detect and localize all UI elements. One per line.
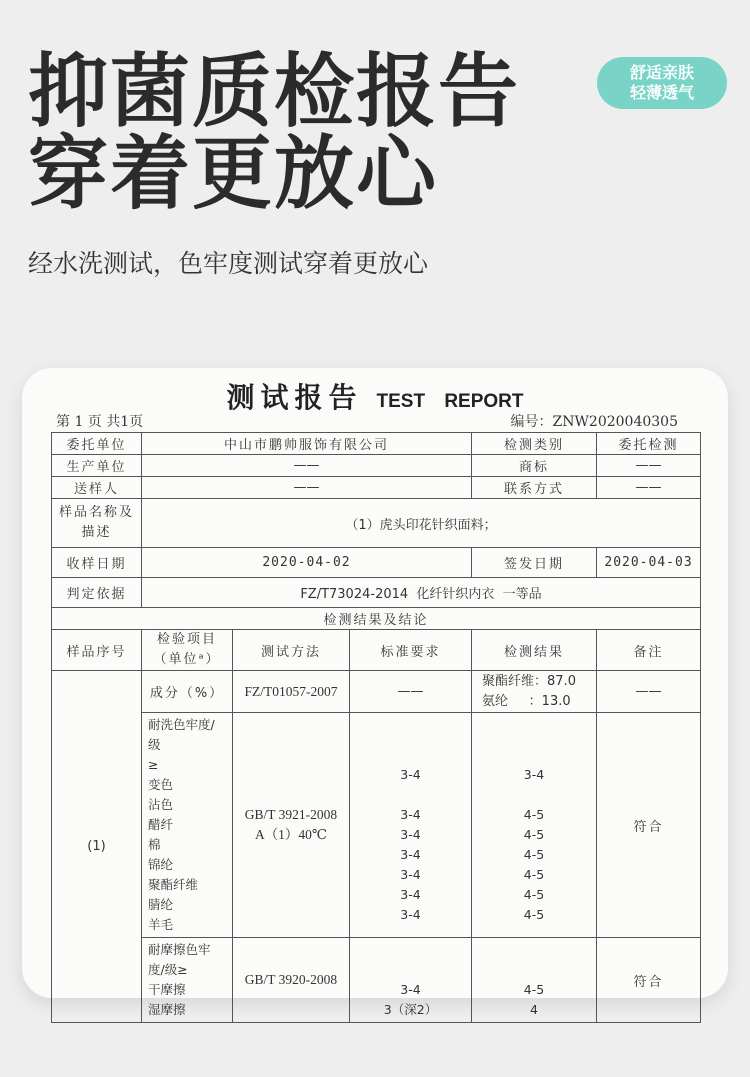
rub-standard-value	[356, 940, 465, 960]
badge-line-2: 轻薄透气	[629, 83, 694, 102]
table-row	[52, 938, 701, 1023]
producer-label: 生产单位	[52, 455, 142, 477]
col-sample-no: 样品序号	[52, 630, 142, 671]
rub-standard	[350, 938, 472, 1023]
section-title: 检测结果及结论	[52, 608, 701, 630]
composition-result-line-2: 氨纶 ：13.0	[482, 693, 571, 709]
wash-method-line-2: A（1）40℃	[254, 827, 328, 842]
report-serial: 编号：ZNW2020040305	[510, 414, 678, 430]
table-row	[52, 713, 701, 938]
sender-label: 送样人	[52, 477, 142, 499]
wash-item: 耐洗色牢度/级	[148, 717, 215, 752]
wash-result-value: 4-5	[523, 867, 545, 882]
col-remark: 备注	[597, 630, 701, 671]
wash-item: 棉	[148, 837, 161, 852]
table-row	[52, 499, 701, 548]
col-standard: 标准要求	[350, 630, 472, 671]
composition-item: 成分（%）	[142, 671, 233, 713]
wash-item: 锦纶	[148, 857, 174, 872]
sample-value: （1）虎头印花针织面料；	[142, 499, 701, 548]
table-row	[52, 608, 701, 630]
rub-standard-value	[356, 960, 465, 980]
wash-result-value: 4-5	[523, 807, 545, 822]
rub-item: 干摩擦	[148, 982, 186, 997]
rub-item: 度/级≥	[148, 962, 188, 977]
trademark-label: 商标	[472, 455, 597, 477]
report-title-en: TEST REPORT	[376, 391, 524, 412]
client-value: 中山市鹏帅服饰有限公司	[142, 433, 472, 455]
composition-standard: ——	[350, 671, 472, 713]
producer-value: ——	[142, 455, 472, 477]
rub-result-value	[478, 940, 590, 960]
rub-result-value: 4-5	[523, 982, 545, 997]
wash-result-value	[478, 745, 590, 765]
client-label: 委托单位	[52, 433, 142, 455]
subtitle: 经水洗测试，色牢度测试穿着更放心	[28, 249, 429, 278]
wash-items	[142, 713, 233, 938]
rub-remark: 符合	[597, 938, 701, 1023]
rub-standard-value: 3（深2）	[383, 1002, 438, 1017]
composition-remark: ——	[597, 671, 701, 713]
composition-result-line-1: 聚酯纤维：87.0	[482, 673, 576, 689]
sample-no-value: (1)	[52, 671, 142, 1023]
rub-item: 湿摩擦	[148, 1002, 186, 1017]
headline	[28, 45, 520, 220]
wash-item: 沾色	[148, 797, 174, 812]
test-report-card	[22, 368, 728, 1017]
col-method: 测试方法	[233, 630, 350, 671]
receive-date-label: 收样日期	[52, 548, 142, 578]
wash-standard-value	[356, 725, 465, 745]
contact-value: ——	[597, 477, 701, 499]
test-type-value: 委托检测	[597, 433, 701, 455]
composition-method: FZ/T01057-2007	[233, 671, 350, 713]
wash-method-line-1: GB/T 3921-2008	[244, 807, 338, 822]
col-result: 检测结果	[472, 630, 597, 671]
wash-result-value: 4-5	[523, 907, 545, 922]
wash-result-value: 4-5	[523, 847, 545, 862]
wash-result-value	[478, 785, 590, 805]
wash-item: 腈纶	[148, 897, 174, 912]
report-title	[22, 376, 728, 416]
headline-line-2: 穿着更放心	[28, 127, 438, 220]
wash-item: 羊毛	[148, 917, 174, 932]
col-item-line-1: 检验项目	[156, 632, 217, 647]
table-row	[52, 548, 701, 578]
badge-line-1: 舒适亲肤	[629, 63, 694, 82]
page-info: 第 1 页 共1页	[56, 414, 144, 430]
wash-standard-value: 3-4	[400, 767, 421, 782]
wash-result-value	[478, 725, 590, 745]
col-item	[142, 630, 233, 671]
wash-standard-value: 3-4	[400, 907, 421, 922]
wash-result	[472, 713, 597, 938]
sender-value: ——	[142, 477, 472, 499]
wash-item: ≥	[148, 757, 159, 772]
test-type-label: 检测类别	[472, 433, 597, 455]
table-row	[52, 477, 701, 499]
composition-result	[472, 671, 597, 713]
col-item-line-2: （单位ᵃ）	[153, 652, 221, 667]
table-row	[52, 578, 701, 608]
rub-result	[472, 938, 597, 1023]
issue-date-label: 签发日期	[472, 548, 597, 578]
rub-items	[142, 938, 233, 1023]
report-table	[51, 432, 701, 1023]
basis-label: 判定依据	[52, 578, 142, 608]
wash-standard	[350, 713, 472, 938]
wash-standard-value: 3-4	[400, 847, 421, 862]
table-row	[52, 455, 701, 477]
issue-date-value: 2020-04-03	[597, 548, 701, 578]
trademark-value: ——	[597, 455, 701, 477]
wash-result-value: 3-4	[523, 767, 545, 782]
wash-result-value: 4-5	[523, 827, 545, 842]
wash-standard-value: 3-4	[400, 887, 421, 902]
contact-label: 联系方式	[472, 477, 597, 499]
wash-item: 聚酯纤维	[148, 877, 199, 892]
rub-result-value	[478, 960, 590, 980]
headline-line-1: 抑菌质检报告	[28, 45, 520, 138]
wash-standard-value: 3-4	[400, 827, 421, 842]
wash-item: 醋纤	[148, 817, 174, 832]
table-row	[52, 671, 701, 713]
sample-label-line-1: 样品名称及	[58, 505, 134, 520]
wash-standard-value: 3-4	[400, 867, 421, 882]
wash-standard-value	[356, 785, 465, 805]
rub-standard-value: 3-4	[400, 982, 421, 997]
wash-method	[233, 713, 350, 938]
wash-remark: 符合	[597, 713, 701, 938]
column-header-row	[52, 630, 701, 671]
basis-value: FZ/T73024-2014 化纤针织内衣 一等品	[142, 578, 701, 608]
wash-result-value: 4-5	[523, 887, 545, 902]
wash-standard-value	[356, 745, 465, 765]
table-row	[52, 433, 701, 455]
feature-badge	[597, 57, 727, 109]
rub-result-value: 4	[530, 1002, 538, 1017]
rub-item: 耐摩擦色牢	[148, 942, 211, 957]
report-title-cn: 测试报告	[226, 381, 363, 414]
wash-standard-value: 3-4	[400, 807, 421, 822]
rub-method: GB/T 3920-2008	[233, 938, 350, 1023]
receive-date-value: 2020-04-02	[142, 548, 472, 578]
wash-item: 变色	[148, 777, 174, 792]
sample-label	[52, 499, 142, 548]
sample-label-line-2: 描述	[81, 525, 112, 540]
